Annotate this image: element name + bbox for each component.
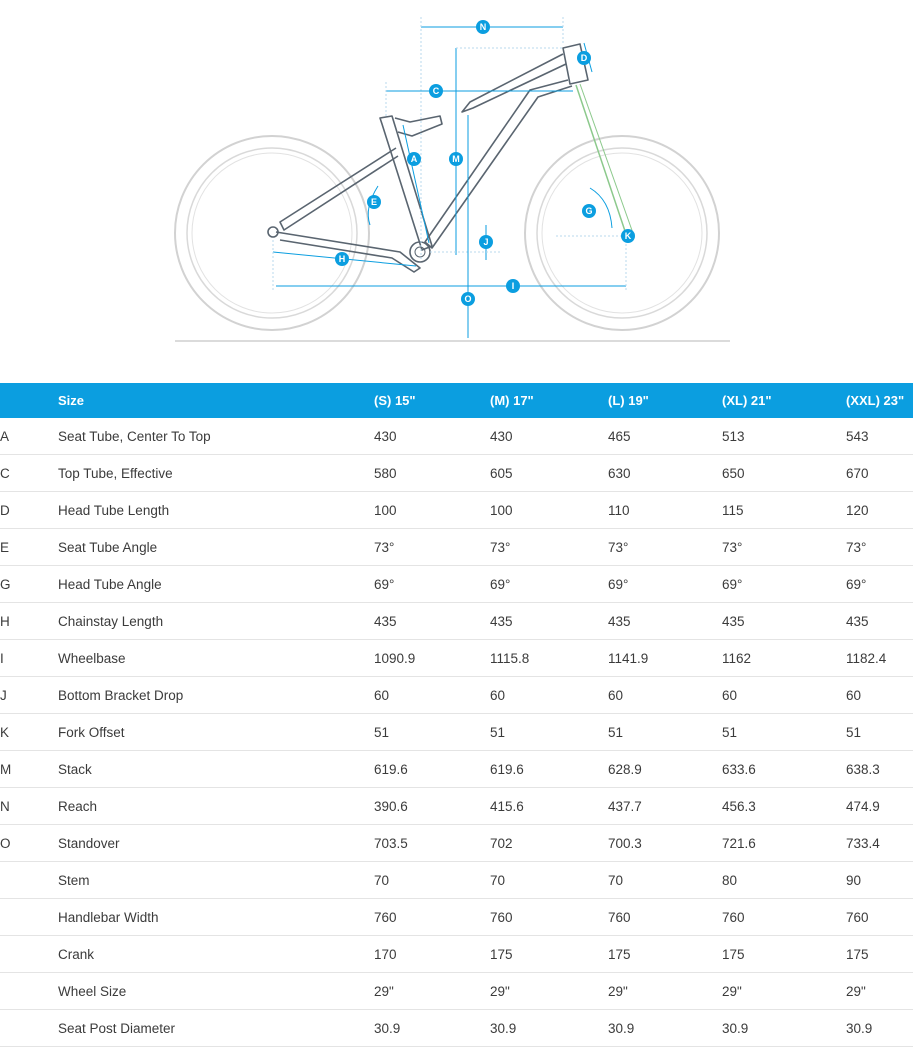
cell-xl: 80 xyxy=(722,862,846,899)
table-row xyxy=(0,566,913,603)
table-row xyxy=(0,788,913,825)
table-row xyxy=(0,418,913,455)
cell-s: 1090.9 xyxy=(374,640,490,677)
rear-wheel xyxy=(175,136,369,330)
cell-s: 390.6 xyxy=(374,788,490,825)
row-code xyxy=(0,899,58,936)
row-code: N xyxy=(0,788,58,825)
cell-m: 69° xyxy=(490,566,608,603)
cell-l: 700.3 xyxy=(608,825,722,862)
cell-l: 760 xyxy=(608,899,722,936)
bike-geometry-drawing xyxy=(0,0,913,383)
cell-xl: 69° xyxy=(722,566,846,603)
header-size: Size xyxy=(58,383,374,418)
geometry-table xyxy=(0,383,913,1047)
marker-h xyxy=(335,252,349,266)
cell-s: 29" xyxy=(374,973,490,1010)
row-label: Stem xyxy=(58,862,374,899)
row-label: Bottom Bracket Drop xyxy=(58,677,374,714)
cell-xxl: 175 xyxy=(846,936,913,973)
cell-m: 60 xyxy=(490,677,608,714)
row-code: J xyxy=(0,677,58,714)
table-row xyxy=(0,603,913,640)
svg-text:I: I xyxy=(511,281,515,291)
row-label: Reach xyxy=(58,788,374,825)
cell-xxl: 1182.4 xyxy=(846,640,913,677)
row-code: E xyxy=(0,529,58,566)
cell-xl: 115 xyxy=(722,492,846,529)
cell-xl: 175 xyxy=(722,936,846,973)
cell-xxl: 543 xyxy=(846,418,913,455)
cell-m: 29" xyxy=(490,973,608,1010)
table-row xyxy=(0,529,913,566)
cell-xl: 29" xyxy=(722,973,846,1010)
cell-xl: 633.6 xyxy=(722,751,846,788)
table-row xyxy=(0,825,913,862)
cell-xxl: 51 xyxy=(846,714,913,751)
cell-m: 100 xyxy=(490,492,608,529)
cell-l: 175 xyxy=(608,936,722,973)
cell-m: 51 xyxy=(490,714,608,751)
cell-l: 60 xyxy=(608,677,722,714)
cell-m: 435 xyxy=(490,603,608,640)
row-label: Head Tube Angle xyxy=(58,566,374,603)
row-code: C xyxy=(0,455,58,492)
marker-o xyxy=(461,292,475,306)
cell-xl: 30.9 xyxy=(722,1010,846,1047)
cell-l: 437.7 xyxy=(608,788,722,825)
cell-l: 51 xyxy=(608,714,722,751)
cell-s: 100 xyxy=(374,492,490,529)
cell-xl: 1162 xyxy=(722,640,846,677)
cell-xl: 760 xyxy=(722,899,846,936)
cell-xxl: 90 xyxy=(846,862,913,899)
row-code: G xyxy=(0,566,58,603)
header-code xyxy=(0,383,58,418)
cell-l: 435 xyxy=(608,603,722,640)
marker-n xyxy=(476,20,490,34)
svg-text:C: C xyxy=(432,86,440,96)
cell-s: 51 xyxy=(374,714,490,751)
table-row xyxy=(0,899,913,936)
table-row xyxy=(0,936,913,973)
cell-xxl: 733.4 xyxy=(846,825,913,862)
row-code: H xyxy=(0,603,58,640)
cell-s: 73° xyxy=(374,529,490,566)
cell-m: 415.6 xyxy=(490,788,608,825)
marker-c xyxy=(429,84,443,98)
row-code xyxy=(0,936,58,973)
cell-m: 619.6 xyxy=(490,751,608,788)
svg-text:D: D xyxy=(580,53,588,63)
cell-l: 69° xyxy=(608,566,722,603)
row-code: A xyxy=(0,418,58,455)
marker-i xyxy=(506,279,520,293)
header-size-s: (S) 15" xyxy=(374,383,490,418)
row-code: I xyxy=(0,640,58,677)
marker-j xyxy=(479,235,493,249)
svg-text:A: A xyxy=(410,154,418,164)
cell-s: 70 xyxy=(374,862,490,899)
row-label: Handlebar Width xyxy=(58,899,374,936)
row-code xyxy=(0,973,58,1010)
cell-xxl: 60 xyxy=(846,677,913,714)
cell-l: 30.9 xyxy=(608,1010,722,1047)
row-code: D xyxy=(0,492,58,529)
cell-m: 73° xyxy=(490,529,608,566)
cell-m: 1115.8 xyxy=(490,640,608,677)
table-row xyxy=(0,677,913,714)
marker-a xyxy=(407,152,421,166)
cell-s: 430 xyxy=(374,418,490,455)
cell-xl: 456.3 xyxy=(722,788,846,825)
row-label: Seat Tube, Center To Top xyxy=(58,418,374,455)
table-row xyxy=(0,640,913,677)
cell-m: 175 xyxy=(490,936,608,973)
row-label: Standover xyxy=(58,825,374,862)
cell-xxl: 69° xyxy=(846,566,913,603)
row-label: Wheel Size xyxy=(58,973,374,1010)
table-row xyxy=(0,492,913,529)
cell-xl: 73° xyxy=(722,529,846,566)
cell-s: 703.5 xyxy=(374,825,490,862)
cell-m: 760 xyxy=(490,899,608,936)
cell-xl: 721.6 xyxy=(722,825,846,862)
row-code: M xyxy=(0,751,58,788)
svg-text:E: E xyxy=(370,197,378,207)
header-size-xxl: (XXL) 23" xyxy=(846,383,913,418)
cell-l: 73° xyxy=(608,529,722,566)
cell-xl: 60 xyxy=(722,677,846,714)
row-label: Top Tube, Effective xyxy=(58,455,374,492)
cell-s: 435 xyxy=(374,603,490,640)
table-row xyxy=(0,455,913,492)
marker-e xyxy=(367,195,381,209)
row-label: Chainstay Length xyxy=(58,603,374,640)
header-size-xl: (XL) 21" xyxy=(722,383,846,418)
cell-xxl: 474.9 xyxy=(846,788,913,825)
row-label: Fork Offset xyxy=(58,714,374,751)
cell-l: 70 xyxy=(608,862,722,899)
svg-text:N: N xyxy=(479,22,487,32)
table-row xyxy=(0,1010,913,1047)
cell-xxl: 435 xyxy=(846,603,913,640)
table-header-row xyxy=(0,383,913,418)
cell-m: 605 xyxy=(490,455,608,492)
cell-xxl: 73° xyxy=(846,529,913,566)
cell-s: 60 xyxy=(374,677,490,714)
cell-xl: 51 xyxy=(722,714,846,751)
row-code xyxy=(0,1010,58,1047)
cell-s: 69° xyxy=(374,566,490,603)
table-row xyxy=(0,973,913,1010)
cell-l: 465 xyxy=(608,418,722,455)
dimension-lines xyxy=(273,17,626,338)
marker-d xyxy=(577,51,591,65)
cell-m: 30.9 xyxy=(490,1010,608,1047)
cell-xxl: 30.9 xyxy=(846,1010,913,1047)
svg-text:H: H xyxy=(338,254,346,264)
cell-s: 30.9 xyxy=(374,1010,490,1047)
cell-m: 430 xyxy=(490,418,608,455)
row-code: K xyxy=(0,714,58,751)
svg-text:K: K xyxy=(624,231,632,241)
cell-xl: 650 xyxy=(722,455,846,492)
cell-s: 619.6 xyxy=(374,751,490,788)
marker-k xyxy=(621,229,635,243)
cell-l: 628.9 xyxy=(608,751,722,788)
header-size-m: (M) 17" xyxy=(490,383,608,418)
cell-s: 760 xyxy=(374,899,490,936)
cell-xxl: 29" xyxy=(846,973,913,1010)
svg-text:O: O xyxy=(464,294,472,304)
row-label: Seat Post Diameter xyxy=(58,1010,374,1047)
cell-l: 630 xyxy=(608,455,722,492)
marker-m xyxy=(449,152,463,166)
cell-xl: 513 xyxy=(722,418,846,455)
cell-l: 1141.9 xyxy=(608,640,722,677)
header-size-l: (L) 19" xyxy=(608,383,722,418)
svg-text:G: G xyxy=(585,206,593,216)
cell-xxl: 120 xyxy=(846,492,913,529)
cell-xxl: 670 xyxy=(846,455,913,492)
row-label: Crank xyxy=(58,936,374,973)
row-code xyxy=(0,862,58,899)
row-label: Seat Tube Angle xyxy=(58,529,374,566)
row-label: Head Tube Length xyxy=(58,492,374,529)
cell-l: 29" xyxy=(608,973,722,1010)
cell-s: 580 xyxy=(374,455,490,492)
svg-text:M: M xyxy=(452,154,460,164)
svg-text:J: J xyxy=(483,237,489,247)
table-row xyxy=(0,751,913,788)
row-label: Wheelbase xyxy=(58,640,374,677)
cell-l: 110 xyxy=(608,492,722,529)
row-code: O xyxy=(0,825,58,862)
cell-m: 70 xyxy=(490,862,608,899)
cell-xxl: 638.3 xyxy=(846,751,913,788)
marker-g xyxy=(582,204,596,218)
table-row xyxy=(0,862,913,899)
cell-m: 702 xyxy=(490,825,608,862)
table-row xyxy=(0,714,913,751)
cell-s: 170 xyxy=(374,936,490,973)
cell-xl: 435 xyxy=(722,603,846,640)
row-label: Stack xyxy=(58,751,374,788)
cell-xxl: 760 xyxy=(846,899,913,936)
table-body xyxy=(0,418,913,1047)
geometry-diagram xyxy=(0,0,913,383)
